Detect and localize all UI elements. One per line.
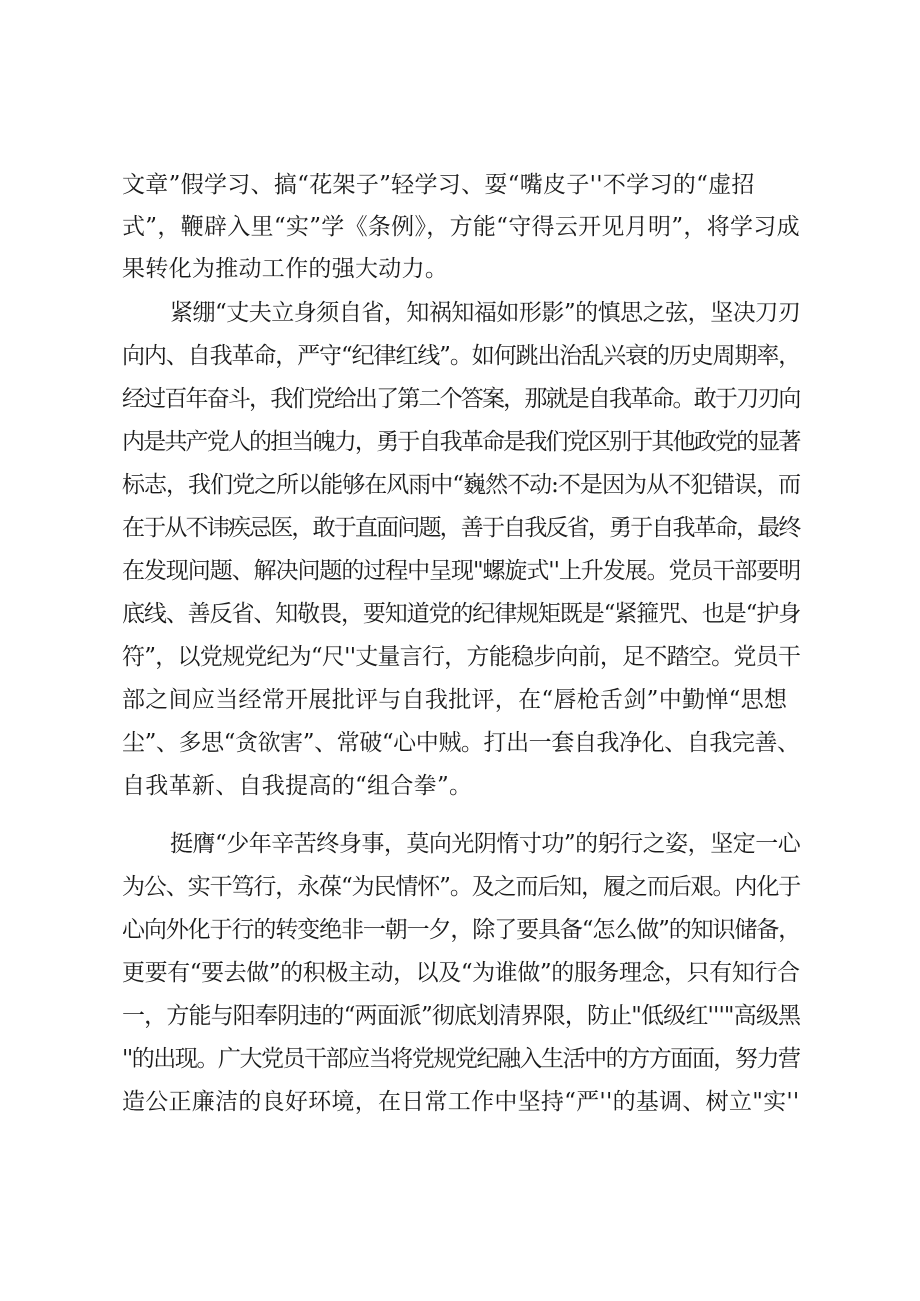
text-line: 内是共产党人的担当魄力，勇于自我革命是我们党区别于其他政党的显著 (122, 429, 800, 455)
text-line: 果转化为推动工作的强大动力。 (122, 256, 449, 282)
text-line: 在于从不讳疾忌医，敢于直面问题，善于自我反省，勇于自我革命，最终 (122, 515, 800, 541)
text-line: 经过百年奋斗，我们党给出了第二个答案，那就是自我革命。敢于刀刃向 (122, 386, 800, 412)
text-line: 心向外化于行的转变绝非一朝一夕，除了要具备“怎么做”的知识储备， (122, 917, 801, 943)
text-line: 为公、实干笃行，永葆“为民情怀”。及之而后知，履之而后艰。内化于 (122, 874, 801, 900)
text-line: 尘”、多思“贪欲害”、常破“心中贼。打出一套自我净化、自我完善、 (122, 730, 800, 756)
text-line: 文章”假学习、搞“花架子”轻学习、耍“嘴皮子''不学习的“虚招 (122, 172, 755, 198)
text-line: 更要有“要去做”的积极主动，以及“为谁做”的服务理念，只有知行合 (122, 960, 800, 986)
paragraph-start: 紧绷“丈夫立身须自省，知祸知福如形影”的慎思之弦，坚决刀刃 (170, 300, 801, 326)
text-line: 自我革新、自我提高的“组合拳”。 (122, 773, 473, 799)
text-line: 在发现问题、解决问题的过程中呈现"螺旋式''上升发展。党员干部要明 (122, 558, 801, 584)
text-line: 部之间应当经常开展批评与自我批评，在“唇枪舌剑”中勤惮“思想 (122, 687, 788, 713)
text-line: 符”，以党规党纪为“尺''丈量言行，方能稳步向前，足不踏空。党员干 (122, 644, 801, 670)
text-line: ''的出现。广大党员干部应当将党规党纪融入生活中的方方面面，努力营 (122, 1046, 800, 1072)
text-line: 标志，我们党之所以能够在风雨中“巍然不动:不是因为从不犯错误，而 (122, 472, 801, 498)
text-line: 向内、自我革命，严守“纪律红线”。如何跳出治乱兴衰的历史周期率， (122, 343, 801, 369)
text-line: 式”，鞭辟入里“实”学《条例》，方能“守得云开见月明”，将学习成 (122, 214, 800, 240)
paragraph-start: 挺膺“少年辛苦终身事，莫向光阴惰寸功”的躬行之姿，坚定一心 (170, 831, 801, 857)
text-line: 造公正廉洁的良好环境，在日常工作中坚持“严''的基调、树立"实'' (122, 1089, 800, 1115)
text-line: 一，方能与阳奉阴违的“两面派”彻底划清界限，防止"低级红'''"高级黑 (122, 1003, 801, 1029)
text-line: 底线、善反省、知敬畏，要知道党的纪律规矩既是“紧箍咒、也是“护身 (122, 601, 801, 627)
